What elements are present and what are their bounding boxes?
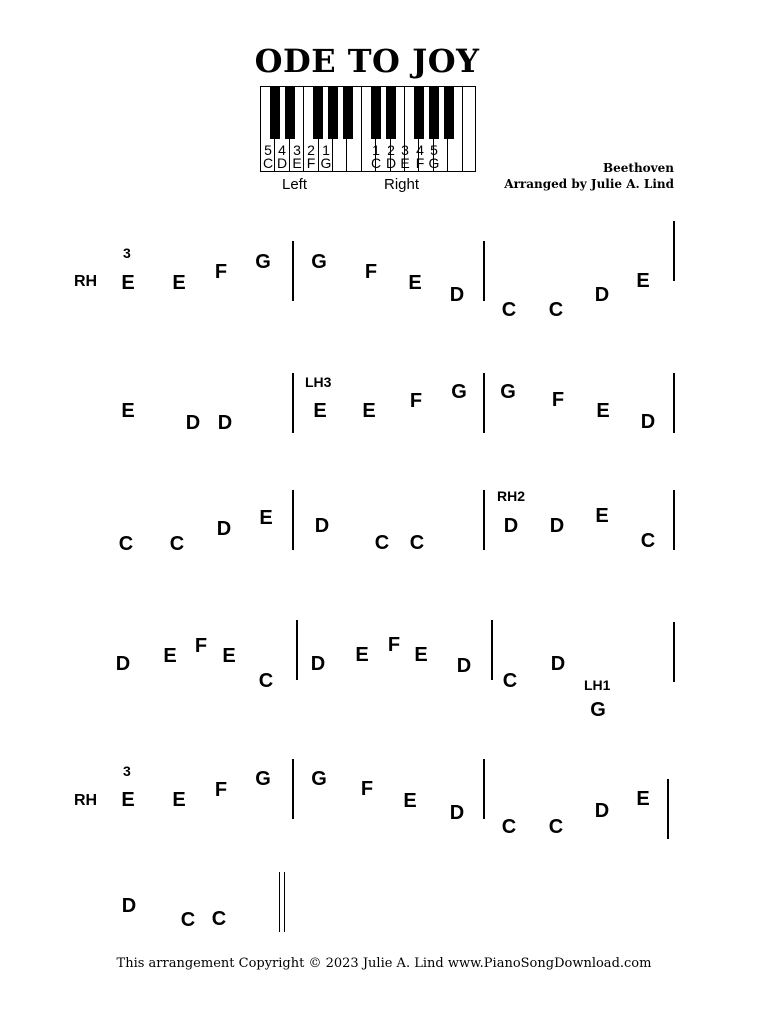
- note: D: [550, 653, 566, 675]
- key-note: F: [415, 155, 425, 171]
- note: D: [449, 802, 465, 824]
- arranger: Arranged by Julie A. Lind: [504, 177, 674, 191]
- key-note: G: [320, 155, 332, 171]
- note: F: [214, 779, 228, 801]
- note: D: [456, 655, 472, 677]
- note: D: [503, 515, 519, 537]
- middle-c-label: Middle: [371, 100, 380, 124]
- finger-number: 3: [123, 763, 131, 779]
- right-hand-label: Right: [384, 176, 420, 193]
- key-note: F: [306, 155, 316, 171]
- note: D: [549, 515, 565, 537]
- credits: [504, 160, 674, 192]
- key-note: D: [385, 155, 397, 171]
- finger-number: 1: [372, 142, 380, 158]
- bar-line: [483, 759, 485, 819]
- note: E: [121, 789, 135, 811]
- note: G: [311, 251, 327, 273]
- note: E: [414, 644, 428, 666]
- right-hand-marker: RH: [74, 273, 98, 290]
- left-hand-finger-marker: LH3: [305, 374, 332, 390]
- note: C: [548, 299, 564, 321]
- finger-number: 4: [416, 142, 424, 158]
- note: C: [211, 908, 227, 930]
- finger-number: 3: [401, 142, 409, 158]
- note: F: [409, 390, 423, 412]
- black-key: [313, 87, 323, 139]
- note: E: [121, 400, 135, 422]
- black-key: [328, 87, 338, 139]
- finger-number: 5: [264, 142, 272, 158]
- note: E: [362, 400, 376, 422]
- key-note: C: [370, 155, 382, 171]
- note: C: [374, 532, 390, 554]
- black-key: [444, 87, 454, 139]
- note: F: [387, 634, 401, 656]
- bar-line: [483, 490, 485, 550]
- copyright-footer: This arrangement Copyright © 2023 Julie A. Lind www.PianoSongDownload.com: [116, 956, 652, 971]
- bar-line: [673, 490, 675, 550]
- note: D: [594, 284, 610, 306]
- right-hand-marker: RH: [74, 792, 98, 809]
- finger-number: 2: [307, 142, 315, 158]
- black-key: [270, 87, 280, 139]
- note: D: [115, 653, 131, 675]
- finger-number: 4: [278, 142, 286, 158]
- note: C: [180, 909, 196, 931]
- note: E: [595, 505, 609, 527]
- bar-line: [292, 490, 294, 550]
- note: D: [216, 518, 232, 540]
- note: E: [596, 400, 610, 422]
- note: G: [255, 251, 271, 273]
- right-hand-finger-marker: RH2: [497, 488, 526, 504]
- finger-number: 2: [387, 142, 395, 158]
- finger-number: 3: [293, 142, 301, 158]
- bar-line: [483, 241, 485, 301]
- note: C: [640, 530, 656, 552]
- note: C: [258, 670, 274, 692]
- black-key: [429, 87, 439, 139]
- note: F: [360, 778, 374, 800]
- key-note: C: [262, 155, 274, 171]
- key-note: G: [428, 155, 440, 171]
- bar-line: [292, 241, 294, 301]
- note: E: [408, 272, 422, 294]
- note: G: [255, 768, 271, 790]
- note: C: [501, 816, 517, 838]
- note: E: [222, 645, 236, 667]
- bar-line: [673, 622, 675, 682]
- black-key: [343, 87, 353, 139]
- note: C: [502, 670, 518, 692]
- note: D: [640, 411, 656, 433]
- note: E: [259, 507, 273, 529]
- note: D: [185, 412, 201, 434]
- note: F: [364, 261, 378, 283]
- note: D: [217, 412, 233, 434]
- note: E: [313, 400, 327, 422]
- key-note: E: [400, 155, 410, 171]
- left-hand-finger-marker: LH1: [584, 677, 611, 693]
- note: E: [163, 645, 177, 667]
- note: E: [172, 272, 186, 294]
- note: C: [501, 299, 517, 321]
- note: C: [118, 533, 134, 555]
- note: E: [403, 790, 417, 812]
- note: E: [636, 788, 650, 810]
- note: F: [214, 261, 228, 283]
- finger-number: 3: [123, 245, 131, 261]
- key-note: D: [276, 155, 288, 171]
- final-double-bar-line: [279, 872, 285, 932]
- finger-number: 1: [322, 142, 330, 158]
- key-note: E: [292, 155, 302, 171]
- note: D: [314, 515, 330, 537]
- black-key: [414, 87, 424, 139]
- finger-number: 5: [430, 142, 438, 158]
- note: G: [590, 699, 606, 721]
- note: C: [409, 532, 425, 554]
- note: G: [311, 768, 327, 790]
- note: C: [548, 816, 564, 838]
- bar-line: [483, 373, 485, 433]
- note: E: [636, 270, 650, 292]
- bar-line: [292, 759, 294, 819]
- bar-line: [673, 373, 675, 433]
- composer: Beethoven: [602, 161, 674, 175]
- note: F: [194, 635, 208, 657]
- black-key: [285, 87, 295, 139]
- note: E: [172, 789, 186, 811]
- bar-line: [491, 620, 493, 680]
- black-key: [386, 87, 396, 139]
- bar-line: [667, 779, 669, 839]
- note: D: [594, 800, 610, 822]
- note: F: [551, 389, 565, 411]
- song-title: ODE TO JOY: [254, 42, 480, 80]
- bar-line: [673, 221, 675, 281]
- bar-line: [292, 373, 294, 433]
- note: D: [449, 284, 465, 306]
- note: G: [500, 381, 516, 403]
- left-hand-label: Left: [282, 176, 308, 193]
- note: E: [121, 272, 135, 294]
- note: D: [121, 895, 137, 917]
- note: E: [355, 644, 369, 666]
- note: D: [310, 653, 326, 675]
- note: C: [169, 533, 185, 555]
- note: G: [451, 381, 467, 403]
- bar-line: [296, 620, 298, 680]
